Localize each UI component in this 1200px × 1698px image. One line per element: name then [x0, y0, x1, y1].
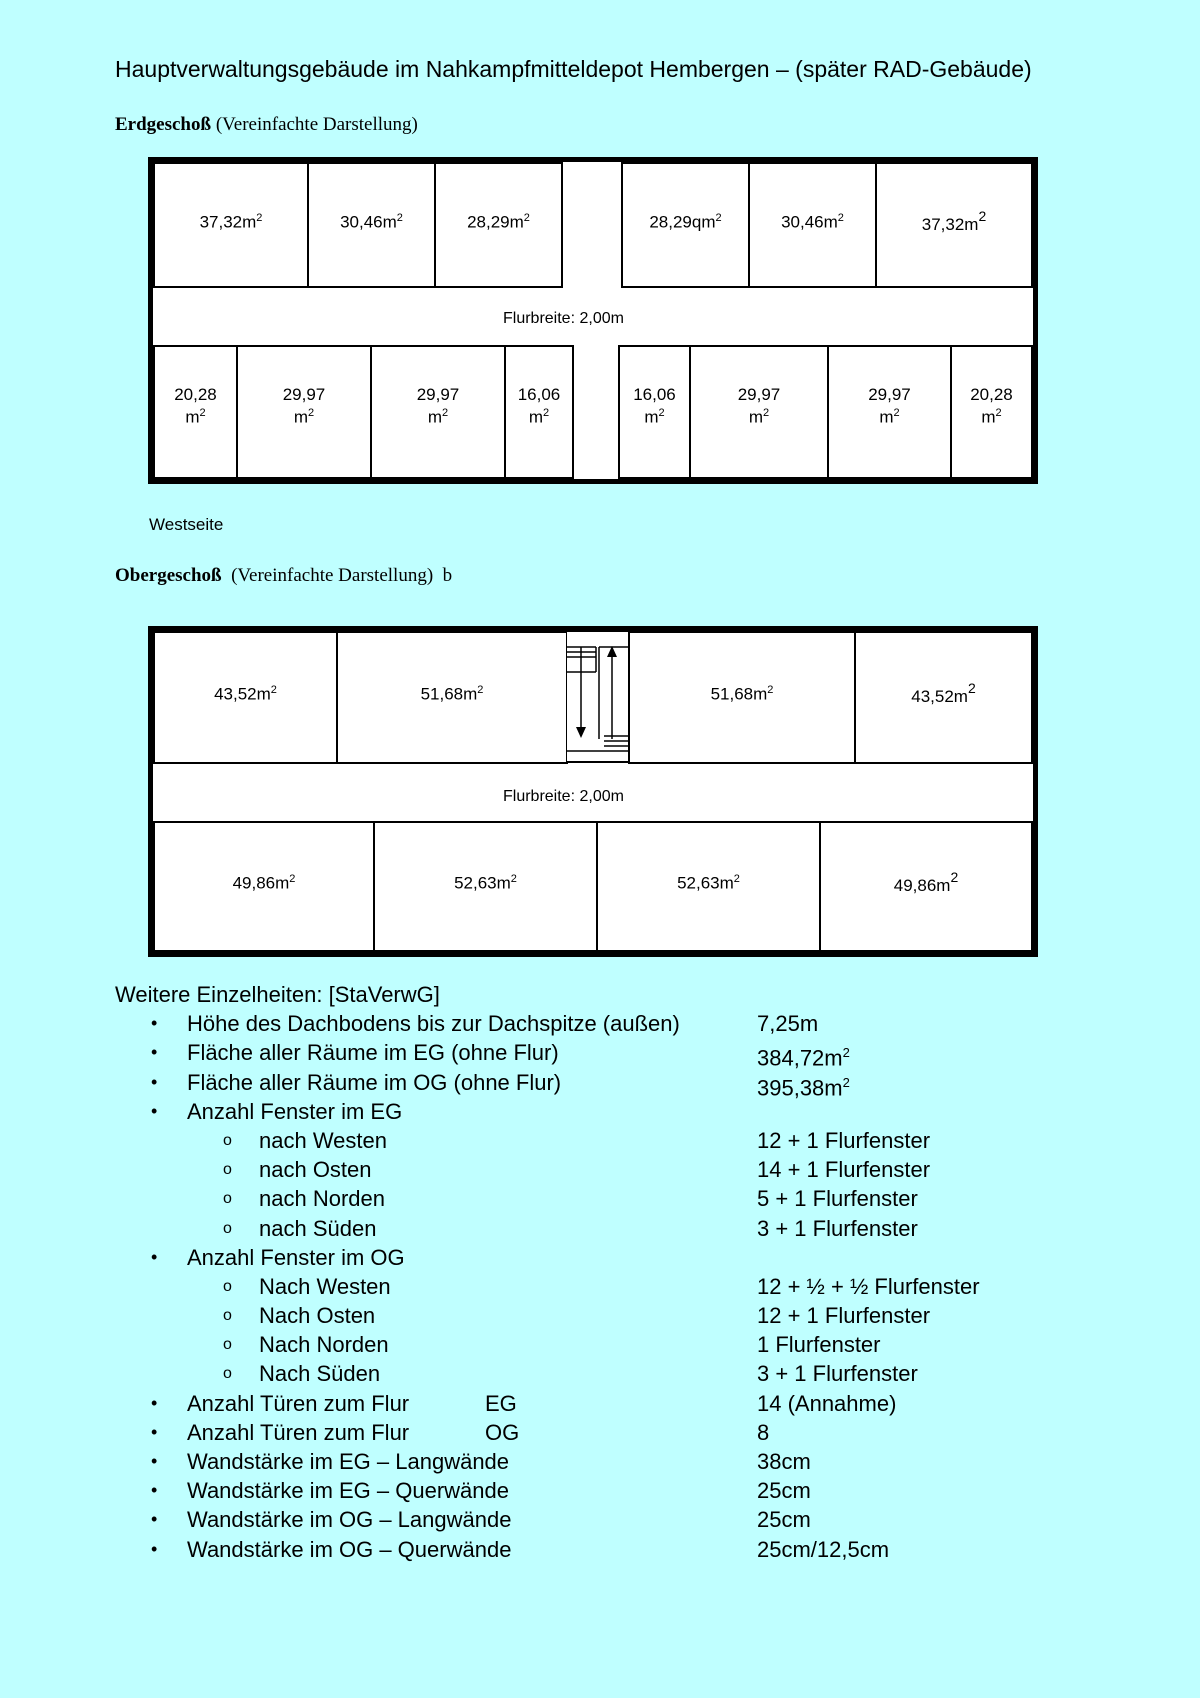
details-item: [115, 1389, 1115, 1418]
room-area-superscript: 2: [199, 406, 206, 419]
room-area-superscript: 2: [442, 406, 449, 419]
details-item-value-text: 7,25m: [757, 1011, 819, 1037]
details-item-label: Anzahl Türen zum Flur: [187, 1419, 410, 1445]
details-item-value: [757, 1126, 930, 1155]
room-area-label: [894, 868, 959, 895]
details-item-value-superscript: 2: [842, 1074, 850, 1090]
details-heading-text: Weitere Einzelheiten: [StaVerwG]: [115, 982, 440, 1007]
erdgeschoss-heading-bold: Erdgeschoß: [115, 114, 212, 135]
details-item-label: Wandstärke im OG – Querwände: [187, 1536, 512, 1562]
details-sub-item: [115, 1359, 1115, 1388]
details-item-value: [757, 1301, 930, 1330]
details-item-value: [757, 1184, 918, 1213]
details-item-value: [757, 1505, 811, 1534]
room-area-superscript: 2: [270, 684, 277, 697]
erdgeschoss-bottom_rooms-room: [950, 345, 1033, 479]
obergeschoss-bottom_rooms-room: [373, 821, 598, 952]
details-item-label: Fläche aller Räume im OG (ohne Flur): [187, 1069, 562, 1095]
erdgeschoss-heading-rest: (Vereinfachte Darstellung): [211, 114, 418, 135]
details-item-value: [757, 1272, 980, 1301]
details-item-value: [757, 1009, 818, 1038]
document-title: Hauptverwaltungsgebäude im Nahkampfmitteldepot Hembergen – (später RAD-Gebäude): [115, 56, 1032, 82]
room-area-value: 37,32m: [921, 214, 979, 234]
obergeschoss-heading-rest: (Vereinfachte Darstellung) b: [221, 565, 453, 586]
details-item: [115, 1505, 1115, 1534]
room-area-label: [214, 681, 277, 704]
room-area-superscript: 2: [477, 684, 484, 697]
room-area-superscript: 2: [893, 406, 900, 419]
details-item-value-text: 25cm: [757, 1507, 811, 1533]
erdgeschoss-bottom_rooms-room: [153, 345, 238, 479]
details-item-label: Nach Osten: [259, 1303, 376, 1329]
bullet-icon: •: [151, 1042, 158, 1063]
details-item-value-text: 14 + 1 Flurfenster: [757, 1157, 931, 1183]
room-area-superscript: 2: [837, 211, 844, 224]
circle-bullet-icon: o: [223, 1131, 232, 1149]
room-area-value: 37,32m: [199, 212, 257, 232]
erdgeschoss-top_rooms-room: [434, 162, 563, 288]
room-area-label: [911, 679, 976, 706]
details-item-value-text: 12 + 1 Flurfenster: [757, 1303, 931, 1329]
details-item-label: nach Osten: [259, 1157, 372, 1183]
details-item-value-superscript: 2: [842, 1045, 850, 1061]
room-area-value: 49,86m: [893, 876, 951, 895]
erdgeschoss-top_rooms-room: [621, 162, 750, 288]
details-item-value-text: 12 + ½ + ½ Flurfenster: [757, 1273, 980, 1299]
room-area-label: [649, 209, 721, 232]
details-item-value: [757, 1155, 930, 1184]
room-area-superscript: 2: [950, 869, 959, 885]
details-item-label: Fläche aller Räume im EG (ohne Flur): [187, 1040, 559, 1066]
room-area-label: [174, 386, 217, 427]
room-area-label: [868, 386, 911, 427]
room-area-value: 49,86m: [232, 873, 290, 893]
erdgeschoss-top_rooms-room: [875, 162, 1033, 288]
erdgeschoss-corridor-label: Flurbreite: 2,00m: [503, 310, 624, 327]
details-item: [115, 1447, 1115, 1476]
room-area-superscript: 2: [256, 211, 263, 224]
details-item-value-text: 8: [757, 1419, 770, 1445]
details-item-label: Wandstärke im EG – Langwände: [187, 1449, 510, 1474]
room-area-superscript: 2: [523, 211, 530, 224]
room-area-unit: m: [427, 407, 443, 427]
room-area-unit: m: [748, 407, 764, 427]
details-item-label: Anzahl Fenster im OG: [187, 1244, 405, 1270]
room-area-superscript: 2: [767, 684, 774, 697]
details-item-value-text: 38cm: [757, 1449, 811, 1474]
room-area-label: [738, 386, 781, 427]
room-area-superscript: 2: [995, 406, 1002, 419]
bullet-icon: •: [151, 1480, 158, 1501]
details-item-value-text: 12 + 1 Flurfenster: [757, 1127, 931, 1153]
obergeschoss-bottom_rooms-room: [596, 821, 821, 952]
details-item-label: nach Westen: [259, 1127, 388, 1153]
details-item-label: Nach Norden: [259, 1332, 389, 1358]
room-area-value: 29,97: [282, 384, 326, 404]
room-area-value: 30,46m: [340, 212, 397, 232]
bullet-icon: •: [151, 1421, 158, 1442]
room-area-label: [417, 386, 460, 427]
details-item-label: Anzahl Fenster im EG: [187, 1098, 403, 1124]
bullet-icon: •: [151, 1451, 158, 1471]
details-heading: [115, 980, 1115, 1009]
details-item: [115, 1476, 1115, 1505]
details-item-label: Nach Süden: [259, 1361, 381, 1387]
erdgeschoss-top_rooms-room: [153, 162, 309, 288]
details-item: [115, 1038, 1115, 1071]
details-sub-item: [115, 1272, 1115, 1301]
room-area-superscript: 2: [715, 211, 722, 224]
room-area-label: [518, 386, 561, 427]
details-item-value: [757, 1418, 769, 1447]
room-area-value: 16,06: [633, 384, 676, 404]
room-area-value: 28,29qm: [649, 212, 716, 232]
details-item: [115, 1068, 1115, 1100]
bullet-icon: •: [151, 1246, 158, 1267]
room-area-label: [677, 870, 740, 893]
room-area-value: 20,28: [970, 384, 1013, 404]
obergeschoss-top_rooms-room: [628, 631, 856, 764]
room-area-label: [340, 209, 403, 232]
room-area-value: 16,06: [517, 384, 561, 404]
obergeschoss-top_rooms-room: [854, 631, 1033, 764]
details-item: [115, 1097, 1115, 1126]
details-item-value: [757, 1476, 811, 1505]
room-area-value: 43,52m: [911, 687, 968, 706]
details-sub-item: [115, 1214, 1115, 1243]
details-item-value: [757, 1535, 889, 1564]
details-item-value-text: 25cm: [757, 1478, 811, 1504]
room-area-label: [421, 681, 484, 704]
details-sub-item: [115, 1301, 1115, 1330]
details-item-value: [757, 1389, 896, 1418]
circle-bullet-icon: o: [223, 1307, 232, 1325]
room-area-superscript: 2: [396, 211, 403, 224]
details-item: [115, 1009, 1115, 1038]
room-area-unit: m: [293, 407, 309, 427]
obergeschoss-corridor-label: Flurbreite: 2,00m: [503, 788, 624, 805]
details-item-value-text: 3 + 1 Flurfenster: [757, 1361, 918, 1387]
details-item: [115, 1535, 1115, 1564]
room-area-label: [781, 209, 844, 232]
erdgeschoss-bottom_rooms-room: [504, 345, 574, 479]
obergeschoss-top_rooms-room: [336, 631, 568, 764]
circle-bullet-icon: o: [223, 1190, 232, 1208]
room-area-superscript: 2: [289, 873, 296, 886]
staircase-icon: [566, 631, 630, 764]
room-area-unit: m: [879, 407, 894, 427]
room-area-value: 51,68m: [420, 684, 478, 704]
erdgeschoss-top_rooms-room: [307, 162, 436, 288]
details-item-value-text: 5 + 1 Flurfenster: [757, 1186, 918, 1212]
bullet-icon: •: [151, 1100, 158, 1121]
bullet-icon: •: [151, 1392, 158, 1413]
room-area-value: 29,97: [416, 384, 460, 404]
erdgeschoss-bottom_rooms-room: [370, 345, 506, 479]
erdgeschoss-bottom_rooms-room: [236, 345, 372, 479]
details-item-floor-tag: EG: [485, 1390, 517, 1416]
obergeschoss-bottom_rooms-room: [153, 821, 375, 952]
details-item: [115, 1243, 1115, 1272]
room-area-superscript: 2: [543, 406, 550, 419]
circle-bullet-icon: o: [223, 1219, 232, 1237]
details-item-value-text: 3 + 1 Flurfenster: [757, 1215, 918, 1241]
room-area-superscript: 2: [308, 406, 315, 419]
room-area-superscript: 2: [658, 406, 665, 419]
room-area-superscript: 2: [510, 873, 517, 886]
details-item-value: [757, 1330, 881, 1359]
room-area-unit: m: [644, 407, 659, 427]
details-item-value-text: 1 Flurfenster: [757, 1332, 881, 1358]
details-item-value-text: 384,72m: [757, 1045, 843, 1071]
room-area-label: [283, 386, 326, 427]
room-area-value: 51,68m: [710, 684, 768, 704]
room-area-value: 28,29m: [467, 212, 524, 232]
details-item-value-text: 395,38m: [757, 1074, 843, 1100]
bullet-icon: •: [151, 1509, 158, 1530]
details-item-value: [757, 1359, 918, 1388]
obergeschoss-heading-bold: Obergeschoß: [115, 565, 222, 586]
room-area-unit: m: [981, 407, 996, 427]
details-item-label: nach Süden: [259, 1215, 377, 1241]
circle-bullet-icon: o: [223, 1336, 232, 1354]
details-sub-item: [115, 1155, 1115, 1184]
room-area-label: [454, 870, 517, 893]
room-area-value: 52,63m: [677, 873, 734, 893]
room-area-superscript: 2: [763, 406, 770, 419]
room-area-label: [200, 209, 263, 232]
obergeschoss-heading: [115, 565, 452, 587]
room-area-value: 29,97: [868, 384, 911, 404]
obergeschoss-top_rooms-room: [153, 631, 338, 764]
details-item-label: Höhe des Dachbodens bis zur Dachspitze (außen): [187, 1011, 680, 1037]
room-area-value: 43,52m: [214, 684, 271, 704]
room-area-label: [233, 870, 296, 893]
erdgeschoss-bottom_rooms-room: [689, 345, 829, 479]
details-item-value-text: 14 (Annahme): [757, 1390, 897, 1416]
room-area-value: 30,46m: [781, 212, 838, 232]
room-area-superscript: 2: [967, 680, 976, 696]
room-area-label: [922, 207, 987, 234]
bullet-icon: •: [151, 1538, 158, 1559]
westseite-label: Westseite: [149, 515, 224, 534]
room-area-unit: m: [185, 407, 200, 427]
room-area-value: 20,28: [174, 384, 217, 404]
details-item-label: Anzahl Türen zum Flur: [187, 1390, 410, 1416]
erdgeschoss-bottom_rooms-room: [827, 345, 952, 479]
details-sub-item: [115, 1184, 1115, 1213]
details-item-value-text: 25cm/12,5cm: [757, 1536, 890, 1562]
room-area-superscript: 2: [978, 207, 987, 224]
details-list: [115, 980, 1115, 1564]
details-sub-item: [115, 1126, 1115, 1155]
bullet-icon: •: [151, 1071, 158, 1092]
details-item-label: nach Norden: [259, 1186, 385, 1212]
circle-bullet-icon: o: [223, 1161, 232, 1179]
room-area-superscript: 2: [733, 873, 740, 886]
circle-bullet-icon: o: [223, 1365, 232, 1383]
room-area-label: [970, 386, 1013, 427]
erdgeschoss-bottom_rooms-room: [618, 345, 691, 479]
circle-bullet-icon: o: [223, 1277, 232, 1295]
room-area-value: 29,97: [737, 384, 781, 404]
details-sub-item: [115, 1330, 1115, 1359]
obergeschoss-floor-plan: [148, 626, 1038, 957]
room-area-label: [467, 209, 530, 232]
room-area-unit: m: [528, 407, 544, 427]
details-item-label: Wandstärke im OG – Langwände: [187, 1507, 512, 1533]
room-area-value: 52,63m: [454, 873, 511, 893]
erdgeschoss-heading: [115, 114, 418, 136]
details-item-label: Nach Westen: [259, 1273, 391, 1299]
erdgeschoss-floor-plan: [148, 157, 1038, 484]
obergeschoss-bottom_rooms-room: [819, 821, 1033, 952]
room-area-label: [633, 386, 676, 427]
details-item-label: Wandstärke im EG – Querwände: [187, 1478, 509, 1504]
details-item: [115, 1418, 1115, 1447]
bullet-icon: •: [151, 1013, 158, 1034]
room-area-label: [711, 681, 774, 704]
erdgeschoss-top_rooms-room: [748, 162, 877, 288]
details-item-value: [757, 1447, 811, 1476]
details-item-value: [757, 1214, 918, 1243]
details-item-floor-tag: OG: [485, 1419, 520, 1445]
